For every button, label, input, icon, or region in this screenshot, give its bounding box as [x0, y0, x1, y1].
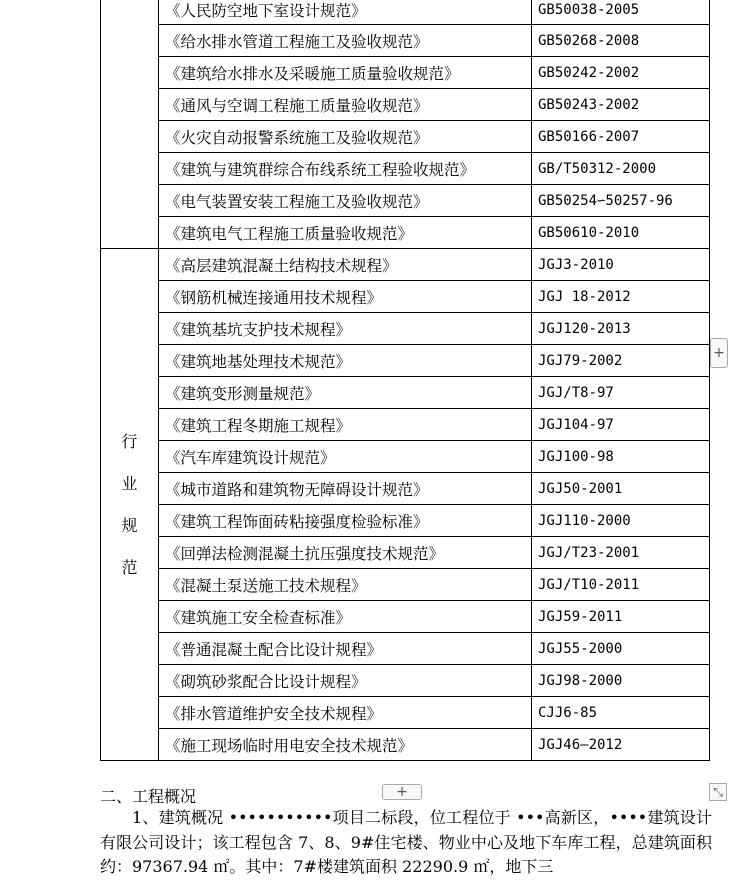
table-row — [101, 57, 710, 89]
standard-name-cell: 《城市道路和建筑物无障碍设计规范》 — [159, 473, 532, 505]
standard-code-cell: JGJ 18-2012 — [532, 281, 710, 313]
standard-code-cell: JGJ55-2000 — [532, 633, 710, 665]
standard-code-cell: GB50268-2008 — [532, 25, 710, 57]
standard-name-cell: 《电气装置安装工程施工及验收规范》 — [159, 185, 532, 217]
table-row — [101, 697, 710, 729]
standard-name-cell: 《建筑与建筑群综合布线系统工程验收规范》 — [159, 153, 532, 185]
standard-code-cell: JGJ110-2000 — [532, 505, 710, 537]
standard-name-cell: 《混凝土泵送施工技术规程》 — [159, 569, 532, 601]
standard-code-cell: JGJ/T23-2001 — [532, 537, 710, 569]
category-cell — [101, 249, 159, 761]
standard-name-cell: 《建筑基坑支护技术规程》 — [159, 313, 532, 345]
table-row — [101, 0, 710, 25]
standard-code-cell: JGJ98-2000 — [532, 665, 710, 697]
table-row — [101, 313, 710, 345]
table-row — [101, 89, 710, 121]
table-row — [101, 217, 710, 249]
standard-name-cell: 《建筑地基处理技术规范》 — [159, 345, 532, 377]
standard-code-cell: GB/T50312-2000 — [532, 153, 710, 185]
standard-code-cell: CJJ6-85 — [532, 697, 710, 729]
table-row — [101, 441, 710, 473]
standard-code-cell: JGJ46—2012 — [532, 729, 710, 761]
table-row — [101, 121, 710, 153]
standard-code-cell: JGJ104-97 — [532, 409, 710, 441]
standard-name-cell: 《砌筑砂浆配合比设计规程》 — [159, 665, 532, 697]
table-row — [101, 409, 710, 441]
standards-table — [100, 0, 710, 761]
table-row — [101, 377, 710, 409]
standard-code-cell: JGJ/T8-97 — [532, 377, 710, 409]
standard-name-cell: 《回弹法检测混凝土抗压强度技术规范》 — [159, 537, 532, 569]
table-row — [101, 473, 710, 505]
standards-table-body — [101, 0, 710, 761]
table-row — [101, 505, 710, 537]
standard-code-cell: GB50254∽50257-96 — [532, 185, 710, 217]
standard-name-cell: 《给水排水管道工程施工及验收规范》 — [159, 25, 532, 57]
standard-code-cell: GB50242-2002 — [532, 57, 710, 89]
overview-paragraph: 1、建筑概况 •••••••••••项目二标段，位工程位于 •••高新区，••••建筑设计有限公司设计；该工程包含 7、8、9#住宅楼、物业中心及地下车库工程，总建筑面积约：97367.94 ㎡。其中：7#楼建筑面积 22290.9 ㎡，地下三 — [100, 808, 712, 876]
standard-code-cell: JGJ59-2011 — [532, 601, 710, 633]
standard-code-cell: GB50166-2007 — [532, 121, 710, 153]
standard-name-cell: 《火灾自动报警系统施工及验收规范》 — [159, 121, 532, 153]
add-row-handle[interactable]: + — [382, 784, 422, 800]
table-resize-handle[interactable]: ⤡ — [709, 783, 727, 801]
table-row — [101, 601, 710, 633]
standard-code-cell: JGJ79-2002 — [532, 345, 710, 377]
standard-code-cell: GB50243-2002 — [532, 89, 710, 121]
standard-code-cell: JGJ100-98 — [532, 441, 710, 473]
standard-name-cell: 《普通混凝土配合比设计规程》 — [159, 633, 532, 665]
category-cell — [101, 0, 159, 249]
table-row — [101, 249, 710, 281]
standard-name-cell: 《建筑工程饰面砖粘接强度检验标准》 — [159, 505, 532, 537]
table-row — [101, 281, 710, 313]
table-row — [101, 153, 710, 185]
standard-name-cell: 《建筑给水排水及采暖施工质量验收规范》 — [159, 57, 532, 89]
standard-name-cell: 《施工现场临时用电安全技术规范》 — [159, 729, 532, 761]
category-label: 行业规范 — [121, 431, 138, 577]
standard-code-cell: JGJ3-2010 — [532, 249, 710, 281]
add-column-handle[interactable]: + — [710, 338, 728, 368]
standard-name-cell: 《建筑电气工程施工质量验收规范》 — [159, 217, 532, 249]
standard-name-cell: 《钢筋机械连接通用技术规程》 — [159, 281, 532, 313]
standard-name-cell: 《高层建筑混凝土结构技术规程》 — [159, 249, 532, 281]
standard-name-cell: 《排水管道维护安全技术规程》 — [159, 697, 532, 729]
table-row — [101, 729, 710, 761]
standard-name-cell: 《人民防空地下室设计规范》 — [159, 0, 532, 25]
table-row — [101, 345, 710, 377]
standard-name-cell: 《建筑施工安全检查标准》 — [159, 601, 532, 633]
table-row — [101, 537, 710, 569]
table-row — [101, 633, 710, 665]
standard-code-cell: JGJ50-2001 — [532, 473, 710, 505]
standard-name-cell: 《建筑工程冬期施工规程》 — [159, 409, 532, 441]
standard-code-cell: GB50610-2010 — [532, 217, 710, 249]
standard-name-cell: 《通风与空调工程施工质量验收规范》 — [159, 89, 532, 121]
table-row — [101, 569, 710, 601]
standard-code-cell: GB50038-2005 — [532, 0, 710, 25]
table-row — [101, 25, 710, 57]
standard-code-cell: JGJ120-2013 — [532, 313, 710, 345]
table-row — [101, 185, 710, 217]
standard-name-cell: 《建筑变形测量规范》 — [159, 377, 532, 409]
standard-name-cell: 《汽车库建筑设计规范》 — [159, 441, 532, 473]
table-row — [101, 665, 710, 697]
section-heading: 二、工程概况 — [100, 787, 197, 806]
standard-code-cell: JGJ/T10-2011 — [532, 569, 710, 601]
